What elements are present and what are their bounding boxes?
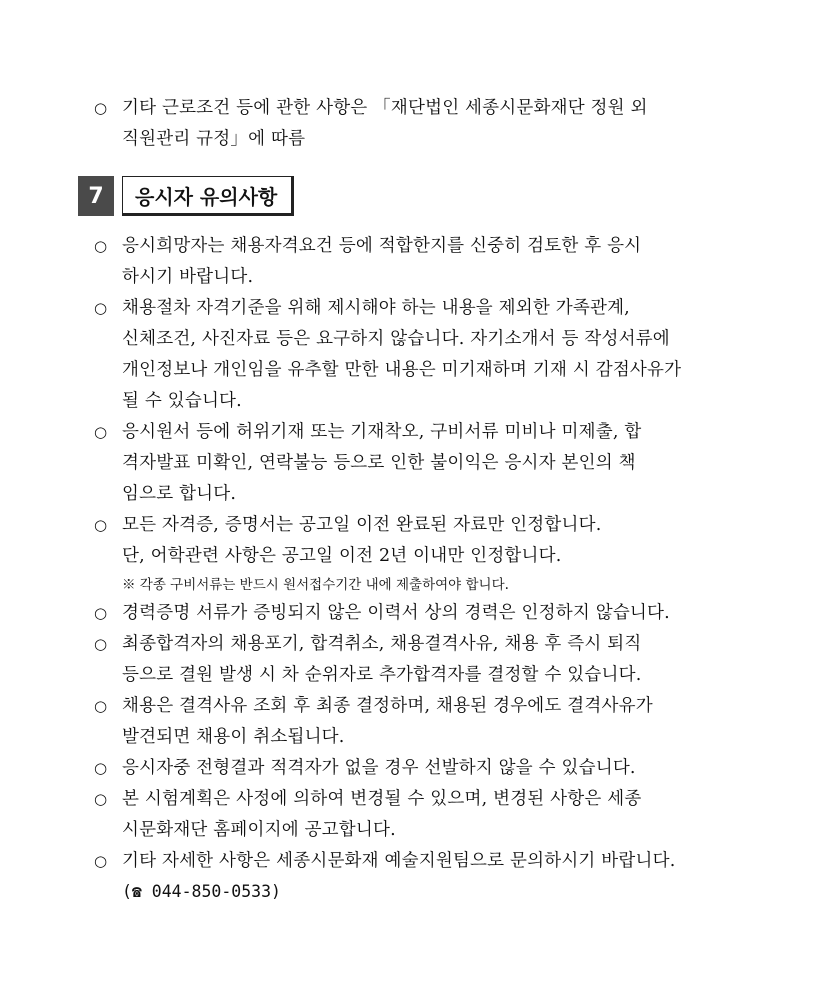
bullet-icon: ○	[94, 237, 108, 255]
text-line: 임으로 합니다.	[122, 484, 237, 504]
list-item	[94, 417, 754, 510]
bullet-icon: ○	[94, 99, 108, 117]
section-number: 7	[78, 176, 114, 216]
text-line: 될 수 있습니다.	[122, 391, 242, 411]
text-line: 모든 자격증, 증명서는 공고일 이전 완료된 자료만 인정합니다.	[122, 515, 602, 535]
section-title: 응시자 유의사항	[122, 176, 294, 216]
notice-list	[94, 231, 754, 907]
list-item	[94, 753, 754, 784]
intro-item	[94, 93, 754, 155]
section-header	[78, 176, 294, 216]
bullet-icon: ○	[94, 299, 108, 317]
text-line: 격자발표 미확인, 연락불능 등으로 인한 불이익은 응시자 본인의 책	[122, 453, 636, 473]
list-item	[94, 598, 754, 629]
bullet-icon: ○	[94, 635, 108, 653]
text-line: 채용은 결격사유 조회 후 최종 결정하며, 채용된 경우에도 결격사유가	[122, 696, 653, 716]
list-item	[94, 691, 754, 753]
bullet-icon: ○	[94, 790, 108, 808]
text-line: 단, 어학관련 사항은 공고일 이전 2년 이내만 인정합니다.	[122, 546, 562, 566]
text-line: 시문화재단 홈페이지에 공고합니다.	[122, 820, 396, 840]
list-item	[94, 510, 754, 572]
text-line: 등으로 결원 발생 시 차 순위자로 추가합격자를 결정할 수 있습니다.	[122, 665, 642, 685]
list-item	[94, 293, 754, 417]
text-line: 응시자중 전형결과 적격자가 없을 경우 선발하지 않을 수 있습니다.	[122, 758, 636, 778]
bullet-icon: ○	[94, 759, 108, 777]
list-item	[94, 629, 754, 691]
bullet-icon: ○	[94, 604, 108, 622]
text-line: 응시희망자는 채용자격요건 등에 적합한지를 신중히 검토한 후 응시	[122, 236, 642, 256]
text-line: 최종합격자의 채용포기, 합격취소, 채용결격사유, 채용 후 즉시 퇴직	[122, 634, 642, 654]
text-line: 기타 자세한 사항은 세종시문화재 예술지원팀으로 문의하시기 바랍니다.	[122, 851, 676, 871]
text-line: 기타 근로조건 등에 관한 사항은 「재단법인 세종시문화재단 정원 외	[122, 98, 648, 118]
phone-number: (☎ 044-850-0533)	[122, 882, 281, 901]
text-line: 발견되면 채용이 취소됩니다.	[122, 727, 345, 747]
list-item	[94, 784, 754, 846]
text-line: 경력증명 서류가 증빙되지 않은 이력서 상의 경력은 인정하지 않습니다.	[122, 603, 670, 623]
text-line: 신체조건, 사진자료 등은 요구하지 않습니다. 자기소개서 등 작성서류에	[122, 329, 670, 349]
text-line: 개인정보나 개인임을 유추할 만한 내용은 미기재하며 기재 시 감점사유가	[122, 360, 682, 380]
text-line: 채용절차 자격기준을 위해 제시해야 하는 내용을 제외한 가족관계,	[122, 298, 630, 318]
text-line: 본 시험계획은 사정에 의하여 변경될 수 있으며, 변경된 사항은 세종	[122, 789, 642, 809]
bullet-icon: ○	[94, 516, 108, 534]
bullet-icon: ○	[94, 423, 108, 441]
text-line: 하시기 바랍니다.	[122, 267, 254, 287]
list-item	[94, 846, 754, 877]
list-item	[94, 231, 754, 293]
text-line: 직원관리 규정」에 따름	[122, 129, 306, 149]
bullet-icon: ○	[94, 852, 108, 870]
text-line: 응시원서 등에 허위기재 또는 기재착오, 구비서류 미비나 미제출, 합	[122, 422, 642, 442]
bullet-icon: ○	[94, 697, 108, 715]
note-text: ※ 각종 구비서류는 반드시 원서접수기간 내에 제출하여야 합니다.	[122, 577, 509, 593]
